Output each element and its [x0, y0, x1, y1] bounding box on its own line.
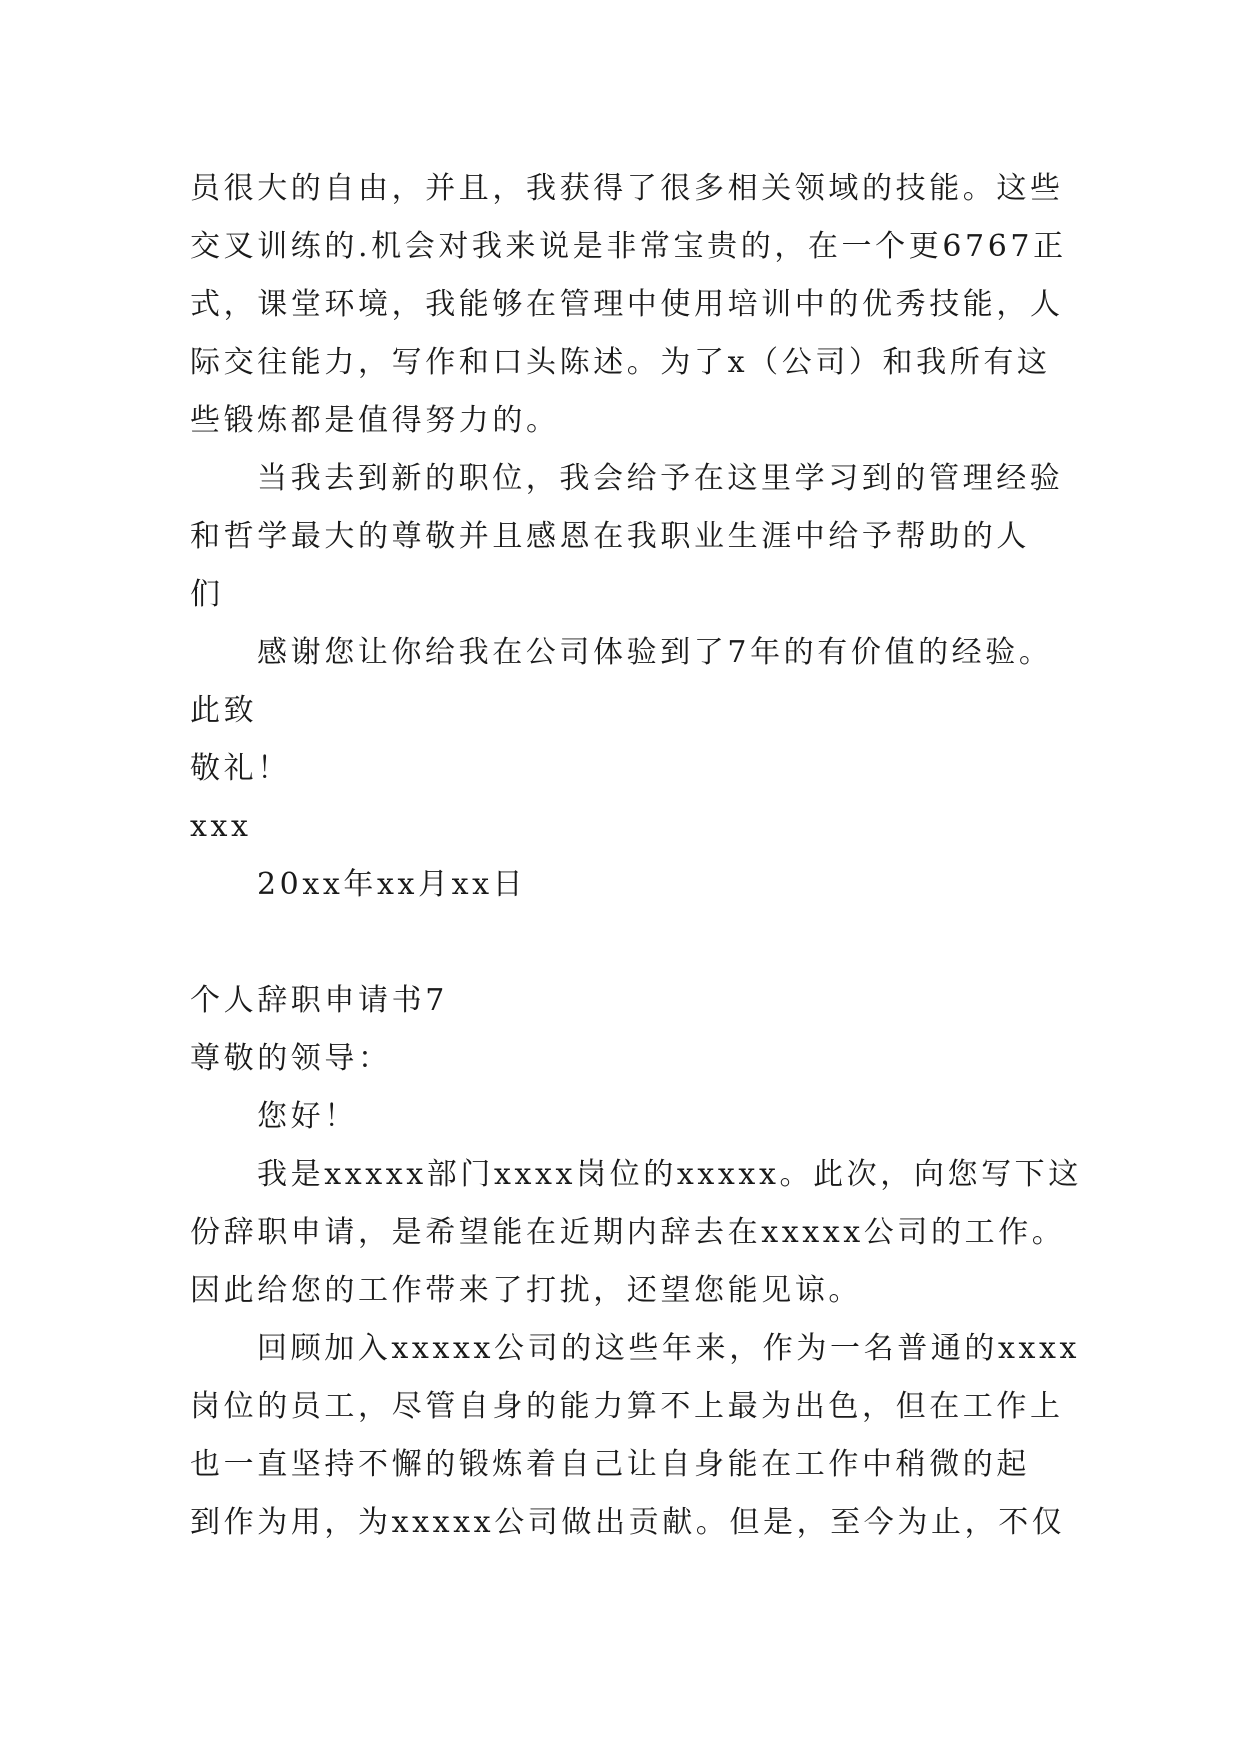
text-line: 份辞职申请，是希望能在近期内辞去在xxxxx公司的工作。: [190, 1215, 1066, 1250]
text-line: 员很大的自由，并且，我获得了很多相关领域的技能。这些: [190, 171, 1064, 206]
text-line: 岗位的员工，尽管自身的能力算不上最为出色，但在工作上: [190, 1389, 1064, 1424]
text-line: 我是xxxxx部门xxxx岗位的xxxxx。此次，向您写下这: [257, 1157, 1082, 1192]
date-line: 20xx年xx月xx日: [257, 867, 527, 902]
text-line: 和哲学最大的尊敬并且感恩在我职业生涯中给予帮助的人: [190, 519, 1030, 554]
text-line: 当我去到新的职位，我会给予在这里学习到的管理经验: [257, 461, 1064, 496]
closing-line: 敬礼！: [190, 751, 291, 786]
text-line: 到作为用，为xxxxx公司做出贡献。但是，至今为止，不仅: [190, 1505, 1066, 1540]
text-line: 也一直坚持不懈的锻炼着自己让自身能在工作中稍微的起: [190, 1447, 1030, 1482]
text-line: 感谢您让你给我在公司体验到了7年的有价值的经验。: [257, 635, 1053, 670]
section-heading: 个人辞职申请书7: [190, 983, 448, 1018]
section-gap: [190, 914, 1060, 972]
document-page: [190, 160, 1082, 1552]
signature: xxx: [190, 809, 252, 844]
greeting: 您好！: [257, 1099, 358, 1134]
salutation: 尊敬的领导：: [190, 1041, 392, 1076]
text-line: 式，课堂环境，我能够在管理中使用培训中的优秀技能，人: [190, 287, 1064, 322]
text-line: 因此给您的工作带来了打扰，还望您能见谅。: [190, 1273, 862, 1308]
closing-line: 此致: [190, 693, 258, 728]
text-line: 回顾加入xxxxx公司的这些年来，作为一名普通的xxxx: [257, 1331, 1081, 1366]
text-line: 际交往能力，写作和口头陈述。为了x（公司）和我所有这: [190, 345, 1051, 380]
text-line: 些锻炼都是值得努力的。: [190, 403, 560, 438]
text-line: 们: [190, 577, 224, 612]
text-line: 交叉训练的.机会对我来说是非常宝贵的，在一个更6767正: [190, 229, 1067, 264]
